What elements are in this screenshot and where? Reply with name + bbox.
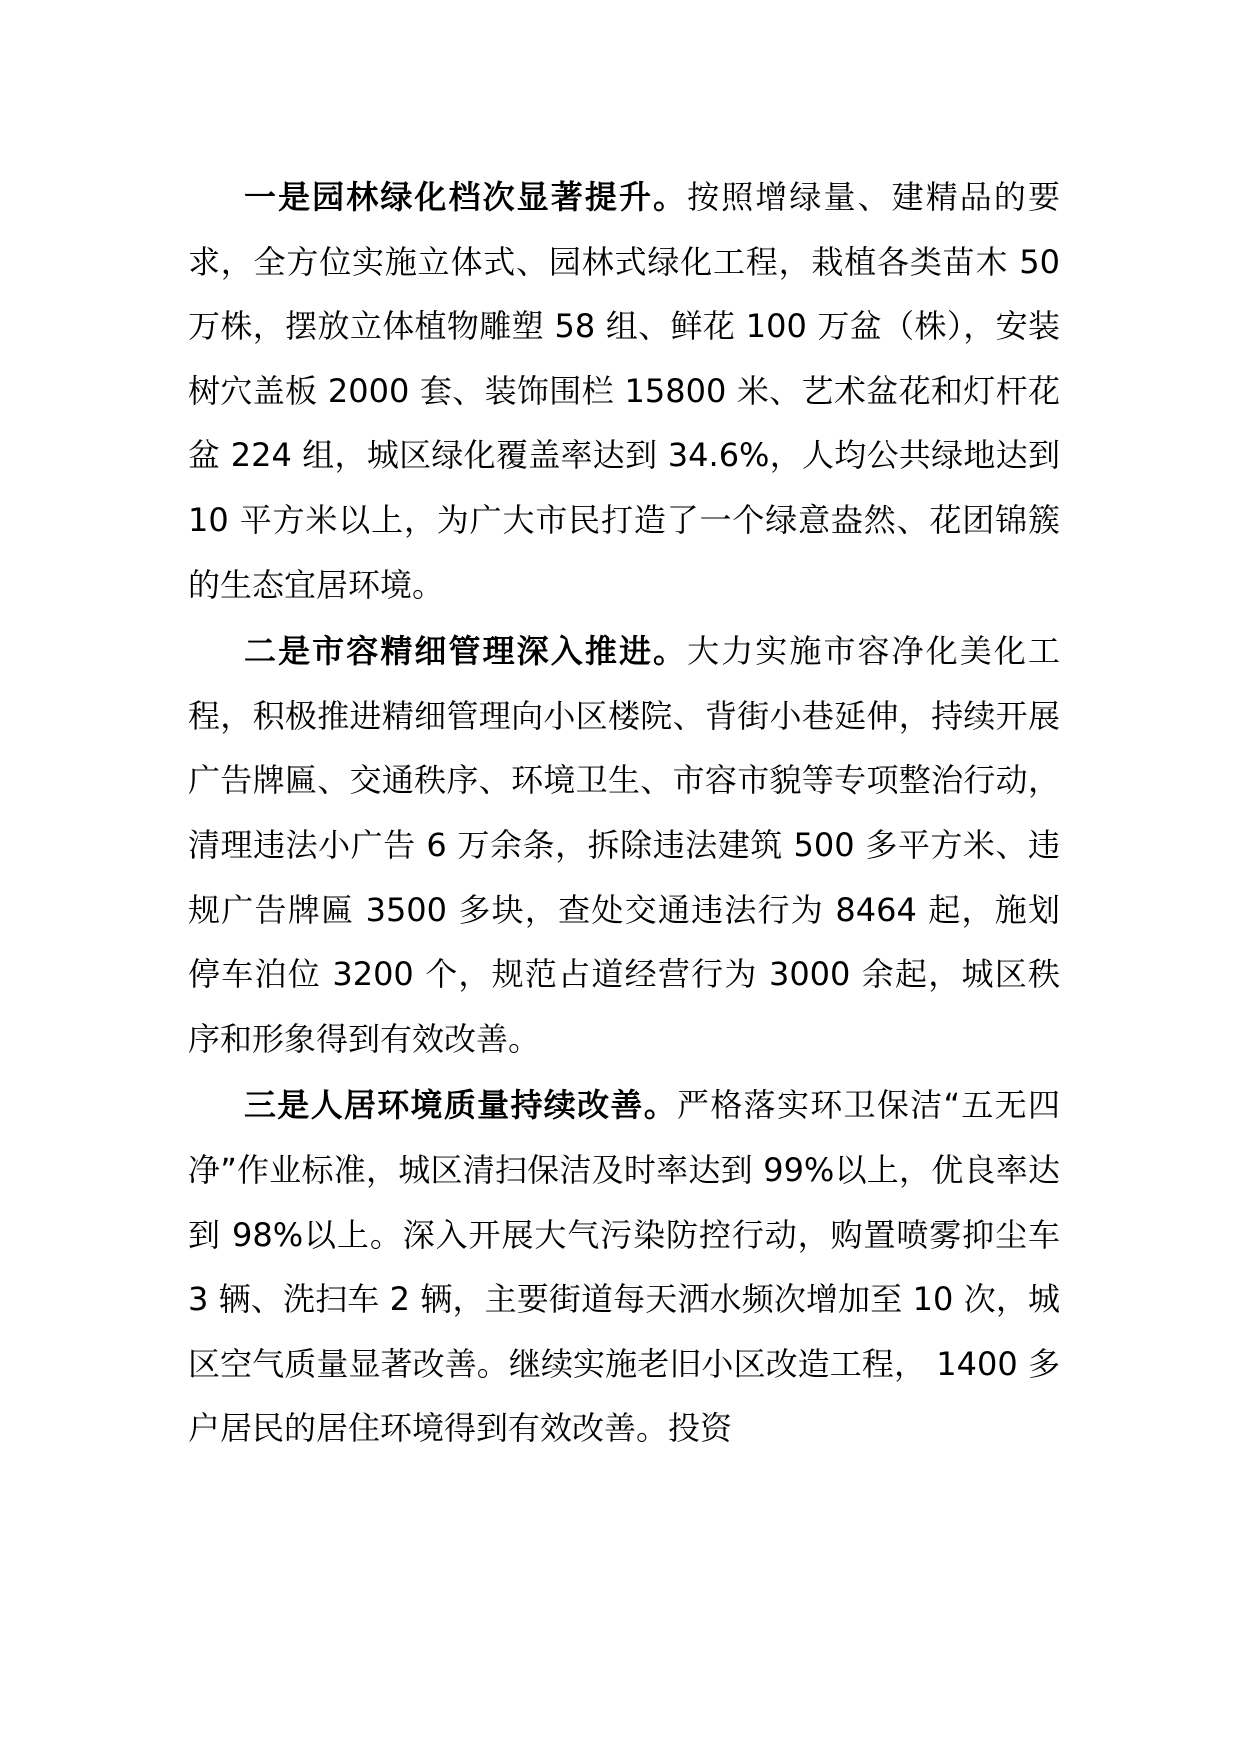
paragraph-lead: 三是人居环境质量持续改善。	[244, 1086, 678, 1125]
paragraph-lead: 一是园林绿化档次显著提升。	[244, 178, 688, 216]
paragraph-landscaping	[188, 165, 1060, 617]
paragraph-lead: 二是市容精细管理深入推进。	[244, 632, 688, 671]
paragraph-text: 按照增绿量、建精品的要求，全方位实施立体式、园林式绿化工程，栽植各类苗木 50 万株，摆放立体植物雕塑 58 组、鲜花 100 万盆（株），安装树穴盖板 2000 套、装饰围栏 15800 米、艺术盆花和灯杆花盆 224 组，城区绿化覆盖率达到 34.6%，人均公共绿地达到 10 平方米以上，为广大市民打造了一个绿意盎然、花团锦簇的生态宜居环境。	[188, 178, 1060, 604]
paragraph-living-environment	[188, 1073, 1060, 1461]
paragraph-text: 严格落实环卫保洁“五无四净”作业标准，城区清扫保洁及时率达到 99%以上，优良率达到 98%以上。深入开展大气污染防控行动，购置喷雾抑尘车 3 辆、洗扫车 2 辆，主要街道每天洒水频次增加至 10 次，城区空气质量显著改善。继续实施老旧小区改造工程， 1400 多户居民的居住环境得到有效改善。投资	[188, 1086, 1060, 1448]
paragraph-text: 大力实施市容净化美化工程，积极推进精细管理向小区楼院、背街小巷延伸，持续开展广告牌匾、交通秩序、环境卫生、市容市貌等专项整治行动，清理违法小广告 6 万余条，拆除违法建筑 500 多平方米、违规广告牌匾 3500 多块，查处交通违法行为 8464 起，施划停车泊位 3200 个，规范占道经营行为 3000 余起，城区秩序和形象得到有效改善。	[188, 632, 1060, 1058]
paragraph-city-management	[188, 619, 1060, 1071]
document-body	[188, 165, 1060, 1463]
